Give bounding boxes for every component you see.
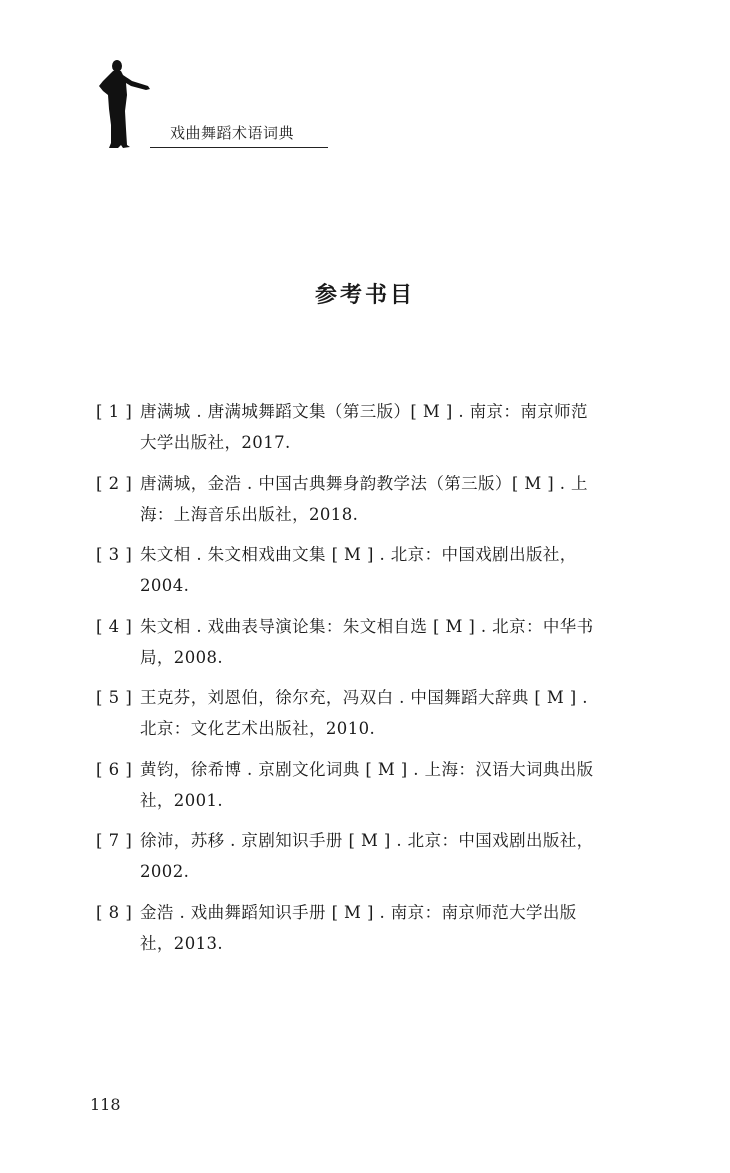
page-number: 118 (90, 1095, 121, 1114)
reference-item (96, 539, 596, 601)
reference-number: [ 3 ] (96, 545, 133, 564)
reference-number: [ 6 ] (96, 759, 133, 779)
reference-number: [ 4 ] (96, 616, 133, 636)
dancer-silhouette-icon (96, 59, 154, 151)
reference-text: 朱文相 . 戏曲表导演论集：朱文相自选 [ M ] . 北京：中华书局，2008. (140, 616, 594, 667)
running-header (92, 55, 332, 155)
reference-item (96, 611, 596, 673)
reference-number: [ 7 ] (96, 831, 133, 850)
reference-item (96, 682, 596, 744)
reference-item (96, 396, 596, 458)
reference-text: 王克芬，刘恩伯，徐尔充，冯双白 . 中国舞蹈大辞典 [ M ] . 北京：文化艺术出版社，2010. (140, 688, 588, 738)
reference-item (96, 468, 596, 530)
running-title: 戏曲舞蹈术语词典 (170, 124, 295, 142)
reference-number: [ 2 ] (96, 473, 133, 493)
page-title: 参考书目 (314, 283, 415, 308)
reference-number: [ 8 ] (96, 902, 133, 922)
header-rule (150, 147, 328, 148)
reference-item (96, 754, 596, 816)
reference-list (96, 396, 596, 968)
reference-text: 唐满城，金浩 . 中国古典舞身韵教学法（第三版）[ M ] . 上海：上海音乐出版社，2018. (140, 473, 588, 524)
reference-item (96, 825, 596, 887)
reference-item (96, 897, 596, 959)
reference-text: 朱文相 . 朱文相戏曲文集 [ M ] . 北京：中国戏剧出版社，2004. (140, 545, 577, 595)
reference-text: 金浩 . 戏曲舞蹈知识手册 [ M ] . 南京：南京师范大学出版社，2013. (140, 902, 577, 953)
reference-number: [ 1 ] (96, 402, 133, 421)
reference-number: [ 5 ] (96, 688, 133, 707)
reference-text: 徐沛，苏移 . 京剧知识手册 [ M ] . 北京：中国戏剧出版社，2002. (140, 831, 594, 881)
reference-text: 唐满城 . 唐满城舞蹈文集（第三版）[ M ] . 南京：南京师范大学出版社，2017. (140, 402, 588, 452)
reference-text: 黄钧，徐希博 . 京剧文化词典 [ M ] . 上海：汉语大词典出版社，2001. (140, 759, 594, 810)
